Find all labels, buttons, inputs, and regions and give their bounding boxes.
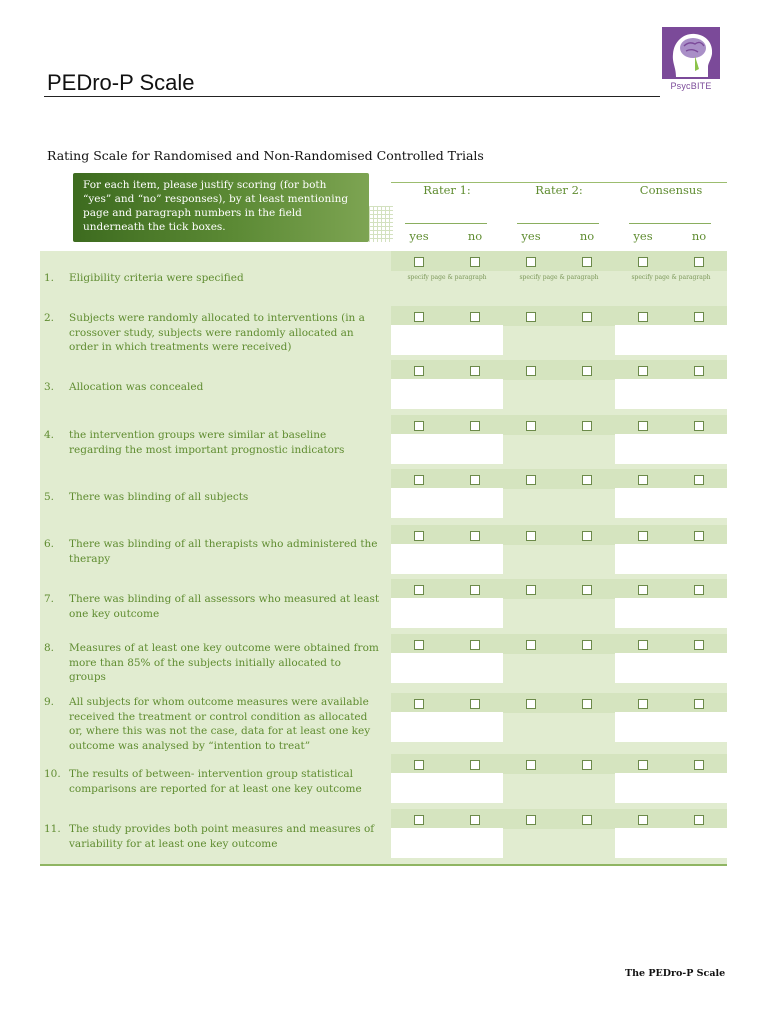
item-11-rater-2-yes-checkbox[interactable] — [526, 815, 536, 825]
footer-label: The PEDro-P Scale — [625, 968, 726, 979]
item-text: Measures of at least one key outcome were obtained from more than 85% of the subjects initially allocated to groups — [69, 642, 379, 683]
item-8-rater-1-no-checkbox[interactable] — [470, 640, 480, 650]
item-11-consensus-justification-field[interactable] — [615, 828, 727, 858]
item-5-consensus-no-checkbox[interactable] — [694, 475, 704, 485]
rater-1-name-line — [405, 223, 487, 224]
item-text: There was blinding of all therapists who administered the therapy — [69, 538, 378, 565]
item-10-rater-1-yes-checkbox[interactable] — [414, 760, 424, 770]
item-10-consensus-yes-checkbox[interactable] — [638, 760, 648, 770]
checkbox-band-10 — [391, 754, 727, 774]
checkbox-band-4 — [391, 415, 727, 435]
item-2-consensus-justification-field[interactable] — [615, 325, 727, 355]
item-2-rater-2-no-checkbox[interactable] — [582, 312, 592, 322]
item-9-rater-1-no-checkbox[interactable] — [470, 699, 480, 709]
item-text: There was blinding of all assessors who measured at least one key outcome — [69, 593, 380, 620]
item-9-rater-1-justification-field[interactable] — [391, 712, 503, 742]
item-number: 6. — [44, 538, 55, 550]
item-number: 10. — [44, 768, 61, 780]
item-text: All subjects for whom outcome measures were available received the treatment or control condition as allocated or, where this was not the case, data for at least one key outcome was analysed by “intention to treat” — [69, 696, 371, 752]
item-1-rater-1-no-checkbox[interactable] — [470, 257, 480, 267]
item-1-consensus-no-checkbox[interactable] — [694, 257, 704, 267]
item-7-rater-2-no-checkbox[interactable] — [582, 585, 592, 595]
item-number: 11. — [44, 823, 61, 835]
item-5-consensus-justification-field[interactable] — [615, 488, 727, 518]
rater-2-label: Rater 2: — [535, 183, 583, 197]
checkbox-band-7 — [391, 579, 727, 599]
item-6-rater-2-yes-checkbox[interactable] — [526, 531, 536, 541]
item-4-rater-2-yes-checkbox[interactable] — [526, 421, 536, 431]
item-11-consensus-no-checkbox[interactable] — [694, 815, 704, 825]
item-5-rater-1-justification-field[interactable] — [391, 488, 503, 518]
item-4-consensus-justification-field[interactable] — [615, 434, 727, 464]
logo-text: PsycBITE — [670, 81, 712, 91]
checkbox-band-9 — [391, 693, 727, 713]
page-title: PEDro-P Scale — [47, 70, 195, 95]
consensus-no-header: no — [691, 229, 707, 243]
item-3-rater-2-no-checkbox[interactable] — [582, 366, 592, 376]
item-8-rater-1-yes-checkbox[interactable] — [414, 640, 424, 650]
rater-2-yes-header: yes — [521, 229, 541, 243]
item-8-rater-2-no-checkbox[interactable] — [582, 640, 592, 650]
item-3-consensus-yes-checkbox[interactable] — [638, 366, 648, 376]
scale-subtitle: Rating Scale for Randomised and Non-Randomised Controlled Trials — [47, 148, 484, 163]
item-8-rater-2-yes-checkbox[interactable] — [526, 640, 536, 650]
item-7-consensus-justification-field[interactable] — [615, 598, 727, 628]
item-8-consensus-justification-field[interactable] — [615, 653, 727, 683]
item-1-consensus-yes-checkbox[interactable] — [638, 257, 648, 267]
item-8-rater-1-justification-field[interactable] — [391, 653, 503, 683]
checkbox-band-1 — [391, 251, 727, 271]
item-6-consensus-yes-checkbox[interactable] — [638, 531, 648, 541]
item-1-rater-1-justification-hint[interactable]: specify page & paragraph — [407, 274, 487, 281]
item-8-consensus-no-checkbox[interactable] — [694, 640, 704, 650]
item-8-consensus-yes-checkbox[interactable] — [638, 640, 648, 650]
item-5-rater-2-no-checkbox[interactable] — [582, 475, 592, 485]
item-7-rater-2-yes-checkbox[interactable] — [526, 585, 536, 595]
rater-1-label: Rater 1: — [423, 183, 471, 197]
rater-1-yes-header: yes — [409, 229, 429, 243]
item-7-rater-1-yes-checkbox[interactable] — [414, 585, 424, 595]
item-1-rater-2-yes-checkbox[interactable] — [526, 257, 536, 267]
rater-2-no-header: no — [579, 229, 595, 243]
item-2-consensus-yes-checkbox[interactable] — [638, 312, 648, 322]
consensus-name-line — [629, 223, 711, 224]
item-10-rater-1-no-checkbox[interactable] — [470, 760, 480, 770]
item-number: 9. — [44, 696, 55, 708]
item-3-rater-1-no-checkbox[interactable] — [470, 366, 480, 376]
item-6-rater-2-no-checkbox[interactable] — [582, 531, 592, 541]
consensus-yes-header: yes — [633, 229, 653, 243]
checkbox-band-11 — [391, 809, 727, 829]
item-2-rater-2-yes-checkbox[interactable] — [526, 312, 536, 322]
item-9-consensus-justification-field[interactable] — [615, 712, 727, 742]
checkbox-band-5 — [391, 469, 727, 489]
head-brain-icon — [662, 27, 720, 79]
item-6-consensus-no-checkbox[interactable] — [694, 531, 704, 541]
item-1-rater-2-no-checkbox[interactable] — [582, 257, 592, 267]
item-number: 7. — [44, 593, 55, 605]
decorative-grid-pattern — [369, 206, 393, 242]
checkbox-band-3 — [391, 360, 727, 380]
item-text: the intervention groups were similar at baseline regarding the most important prognostic indicators — [69, 429, 345, 456]
item-4-rater-2-no-checkbox[interactable] — [582, 421, 592, 431]
item-11-rater-1-yes-checkbox[interactable] — [414, 815, 424, 825]
item-2-consensus-no-checkbox[interactable] — [694, 312, 704, 322]
item-number: 1. — [44, 272, 55, 284]
item-3-rater-1-yes-checkbox[interactable] — [414, 366, 424, 376]
item-4-rater-1-justification-field[interactable] — [391, 434, 503, 464]
item-4-consensus-yes-checkbox[interactable] — [638, 421, 648, 431]
item-number: 4. — [44, 429, 55, 441]
item-10-consensus-no-checkbox[interactable] — [694, 760, 704, 770]
item-11-rater-1-justification-field[interactable] — [391, 828, 503, 858]
item-text: There was blinding of all subjects — [69, 491, 249, 503]
item-text: The results of between- intervention group statistical comparisons are reported for at least one key outcome — [69, 768, 362, 795]
item-11-rater-1-no-checkbox[interactable] — [470, 815, 480, 825]
item-5-rater-1-yes-checkbox[interactable] — [414, 475, 424, 485]
item-2-rater-1-no-checkbox[interactable] — [470, 312, 480, 322]
item-4-rater-1-yes-checkbox[interactable] — [414, 421, 424, 431]
item-number: 5. — [44, 491, 55, 503]
item-text: Eligibility criteria were specified — [69, 272, 244, 284]
item-10-consensus-justification-field[interactable] — [615, 773, 727, 803]
consensus-label: Consensus — [639, 183, 703, 197]
rater-1-no-header: no — [467, 229, 483, 243]
item-7-rater-1-justification-field[interactable] — [391, 598, 503, 628]
item-2-rater-1-yes-checkbox[interactable] — [414, 312, 424, 322]
item-9-consensus-yes-checkbox[interactable] — [638, 699, 648, 709]
item-4-consensus-no-checkbox[interactable] — [694, 421, 704, 431]
item-6-consensus-justification-field[interactable] — [615, 544, 727, 574]
item-10-rater-1-justification-field[interactable] — [391, 773, 503, 803]
item-3-consensus-justification-field[interactable] — [615, 379, 727, 409]
item-5-consensus-yes-checkbox[interactable] — [638, 475, 648, 485]
item-text: Subjects were randomly allocated to interventions (in a crossover study, subjects were randomly allocated an order in which treatments were received) — [69, 312, 365, 353]
table-bottom-rule — [40, 864, 727, 866]
item-6-rater-1-no-checkbox[interactable] — [470, 531, 480, 541]
item-9-rater-1-yes-checkbox[interactable] — [414, 699, 424, 709]
item-9-rater-2-no-checkbox[interactable] — [582, 699, 592, 709]
item-2-rater-1-justification-field[interactable] — [391, 325, 503, 355]
item-5-rater-2-yes-checkbox[interactable] — [526, 475, 536, 485]
item-10-rater-2-yes-checkbox[interactable] — [526, 760, 536, 770]
checkbox-band-6 — [391, 525, 727, 545]
item-9-rater-2-yes-checkbox[interactable] — [526, 699, 536, 709]
item-1-rater-1-yes-checkbox[interactable] — [414, 257, 424, 267]
item-3-consensus-no-checkbox[interactable] — [694, 366, 704, 376]
item-7-consensus-yes-checkbox[interactable] — [638, 585, 648, 595]
item-6-rater-1-yes-checkbox[interactable] — [414, 531, 424, 541]
rater-2-name-line — [517, 223, 599, 224]
item-text: The study provides both point measures and measures of variability for at least one key outcome — [69, 823, 375, 850]
title-underline — [44, 96, 660, 97]
checkbox-band-2 — [391, 306, 727, 326]
item-9-consensus-no-checkbox[interactable] — [694, 699, 704, 709]
item-3-rater-2-yes-checkbox[interactable] — [526, 366, 536, 376]
item-10-rater-2-no-checkbox[interactable] — [582, 760, 592, 770]
item-number: 8. — [44, 642, 55, 654]
item-1-rater-2-justification-hint[interactable]: specify page & paragraph — [519, 274, 599, 281]
item-7-rater-1-no-checkbox[interactable] — [470, 585, 480, 595]
checkbox-band-8 — [391, 634, 727, 654]
item-4-rater-1-no-checkbox[interactable] — [470, 421, 480, 431]
item-7-consensus-no-checkbox[interactable] — [694, 585, 704, 595]
item-3-rater-1-justification-field[interactable] — [391, 379, 503, 409]
instructions-text: For each item, please justify scoring (for both “yes” and “no” responses), by at least mentioning page and paragraph numbers in the field underneath the tick boxes. — [83, 179, 349, 233]
psycbite-logo — [662, 27, 720, 91]
item-11-consensus-yes-checkbox[interactable] — [638, 815, 648, 825]
item-6-rater-1-justification-field[interactable] — [391, 544, 503, 574]
item-number: 3. — [44, 381, 55, 393]
item-1-consensus-justification-hint[interactable]: specify page & paragraph — [631, 274, 711, 281]
item-5-rater-1-no-checkbox[interactable] — [470, 475, 480, 485]
item-11-rater-2-no-checkbox[interactable] — [582, 815, 592, 825]
item-text: Allocation was concealed — [69, 381, 204, 393]
instructions-box — [73, 173, 369, 242]
item-number: 2. — [44, 312, 55, 324]
